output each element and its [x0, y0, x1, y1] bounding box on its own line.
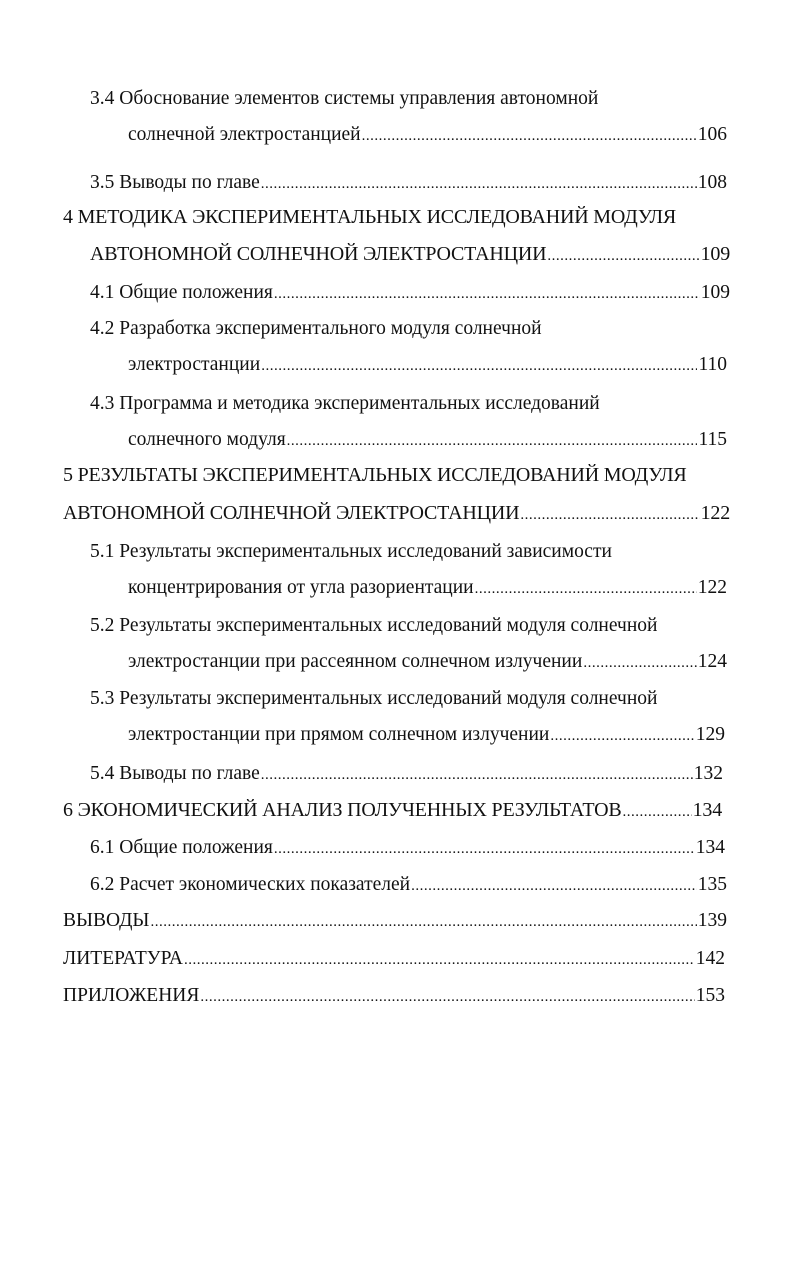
- toc-entry-text: 3.4 Обоснование элементов системы управления автономной: [90, 88, 599, 109]
- toc-entry-text: 5.1 Результаты экспериментальных исследований зависимости: [90, 541, 612, 562]
- toc-entry-text: 5.3 Результаты экспериментальных исследований модуля солнечной: [90, 688, 658, 709]
- dot-leader: [261, 353, 697, 379]
- toc-page-number: 142: [695, 948, 725, 969]
- toc-entry-text: 5.4 Выводы по главе: [90, 763, 260, 784]
- toc-chapter-4: [63, 204, 676, 230]
- dot-leader: [411, 873, 697, 899]
- toc-page-number: 124: [697, 651, 727, 672]
- toc-entry-text: электростанции при рассеянном солнечном излучении: [128, 651, 583, 672]
- toc-entry-5-2: [90, 613, 657, 639]
- toc-entry-appendices: [63, 983, 725, 1010]
- toc-entry-text: АВТОНОМНОЙ СОЛНЕЧНОЙ ЭЛЕКТРОСТАНЦИИ: [63, 502, 520, 524]
- toc-page-number: 109: [700, 282, 730, 303]
- toc-entry-text: 6.1 Общие положения: [90, 837, 273, 858]
- dot-leader: [550, 723, 694, 749]
- toc-entry-text: электростанции при прямом солнечном излучении: [128, 724, 550, 745]
- dot-leader: [547, 243, 699, 269]
- toc-page-number: 115: [698, 429, 727, 450]
- dot-leader: [261, 762, 693, 788]
- toc-entry-text: 5 РЕЗУЛЬТАТЫ ЭКСПЕРИМЕНТАЛЬНЫХ ИССЛЕДОВАНИЙ МОДУЛЯ: [63, 464, 687, 486]
- toc-entry-3-4: [90, 86, 598, 112]
- toc-entry-text: ПРИЛОЖЕНИЯ: [63, 985, 200, 1006]
- toc-entry-6-1: [90, 835, 725, 862]
- dot-leader: [475, 576, 697, 602]
- toc-page-number: 122: [700, 502, 730, 524]
- toc-entry-5-1: [90, 539, 612, 565]
- toc-page-number: 134: [695, 837, 725, 858]
- toc-entry-text: солнечной электростанцией: [128, 124, 361, 145]
- dot-leader: [184, 947, 695, 973]
- toc-entry-text: электростанции: [128, 354, 261, 375]
- toc-entry-text: концентрирования от угла разориентации: [128, 577, 474, 598]
- toc-entry-3-4-cont: [128, 122, 727, 149]
- dot-leader: [274, 281, 700, 307]
- toc-entry-conclusions: [63, 908, 727, 935]
- toc-entry-text: 4.3 Программа и методика экспериментальных исследований: [90, 393, 600, 414]
- toc-entry-text: 3.5 Выводы по главе: [90, 172, 260, 193]
- toc-page-number: 122: [697, 577, 727, 598]
- toc-page-number: 132: [693, 763, 723, 784]
- toc-page-number: 153: [695, 985, 725, 1006]
- toc-entry-5-3: [90, 686, 657, 712]
- toc-entry-text: ВЫВОДЫ: [63, 910, 150, 931]
- dot-leader: [261, 171, 697, 197]
- toc-entry-text: 6.2 Расчет экономических показателей: [90, 874, 411, 895]
- toc-page-number: 134: [692, 799, 722, 821]
- dot-leader: [274, 836, 695, 862]
- toc-entry-text: солнечного модуля: [128, 429, 286, 450]
- dot-leader: [150, 909, 696, 935]
- toc-entry-text: 4.2 Разработка экспериментального модуля солнечной: [90, 318, 542, 339]
- toc-page-number: 129: [695, 724, 725, 745]
- toc-entry-3-5: [90, 170, 727, 197]
- toc-entry-literature: [63, 946, 725, 973]
- toc-entry-5-3-cont: [128, 722, 725, 749]
- toc-chapter-5: [63, 462, 687, 488]
- toc-entry-text: 6 ЭКОНОМИЧЕСКИЙ АНАЛИЗ ПОЛУЧЕННЫХ РЕЗУЛЬТАТОВ: [63, 799, 622, 821]
- toc-chapter-4-cont: [90, 241, 730, 269]
- toc-entry-4-1: [90, 280, 730, 307]
- toc-entry-4-3: [90, 391, 600, 417]
- toc-entry-5-1-cont: [128, 575, 727, 602]
- toc-page-number: 110: [698, 354, 727, 375]
- toc-page-number: 109: [700, 243, 730, 265]
- toc-entry-5-4: [90, 761, 723, 788]
- toc-chapter-6: [63, 797, 722, 825]
- toc-chapter-5-cont: [63, 500, 730, 528]
- toc-entry-text: ЛИТЕРАТУРА: [63, 948, 183, 969]
- toc-page-number: 139: [697, 910, 727, 931]
- toc-page-number: 106: [697, 124, 727, 145]
- toc-entry-text: 4 МЕТОДИКА ЭКСПЕРИМЕНТАЛЬНЫХ ИССЛЕДОВАНИЙ МОДУЛЯ: [63, 206, 677, 228]
- toc-entry-text: 4.1 Общие положения: [90, 282, 273, 303]
- toc-entry-4-2: [90, 316, 542, 342]
- dot-leader: [200, 984, 694, 1010]
- toc-entry-6-2: [90, 872, 727, 899]
- toc-entry-4-2-cont: [128, 352, 727, 379]
- dot-leader: [362, 123, 697, 149]
- dot-leader: [520, 502, 699, 528]
- toc-entry-text: АВТОНОМНОЙ СОЛНЕЧНОЙ ЭЛЕКТРОСТАНЦИИ: [90, 243, 547, 265]
- dot-leader: [287, 428, 698, 454]
- dot-leader: [583, 650, 696, 676]
- toc-page-number: 108: [697, 172, 727, 193]
- toc-entry-4-3-cont: [128, 427, 727, 454]
- dot-leader: [623, 799, 692, 825]
- toc-entry-5-2-cont: [128, 649, 727, 676]
- toc-entry-text: 5.2 Результаты экспериментальных исследований модуля солнечной: [90, 615, 658, 636]
- toc-page-number: 135: [697, 874, 727, 895]
